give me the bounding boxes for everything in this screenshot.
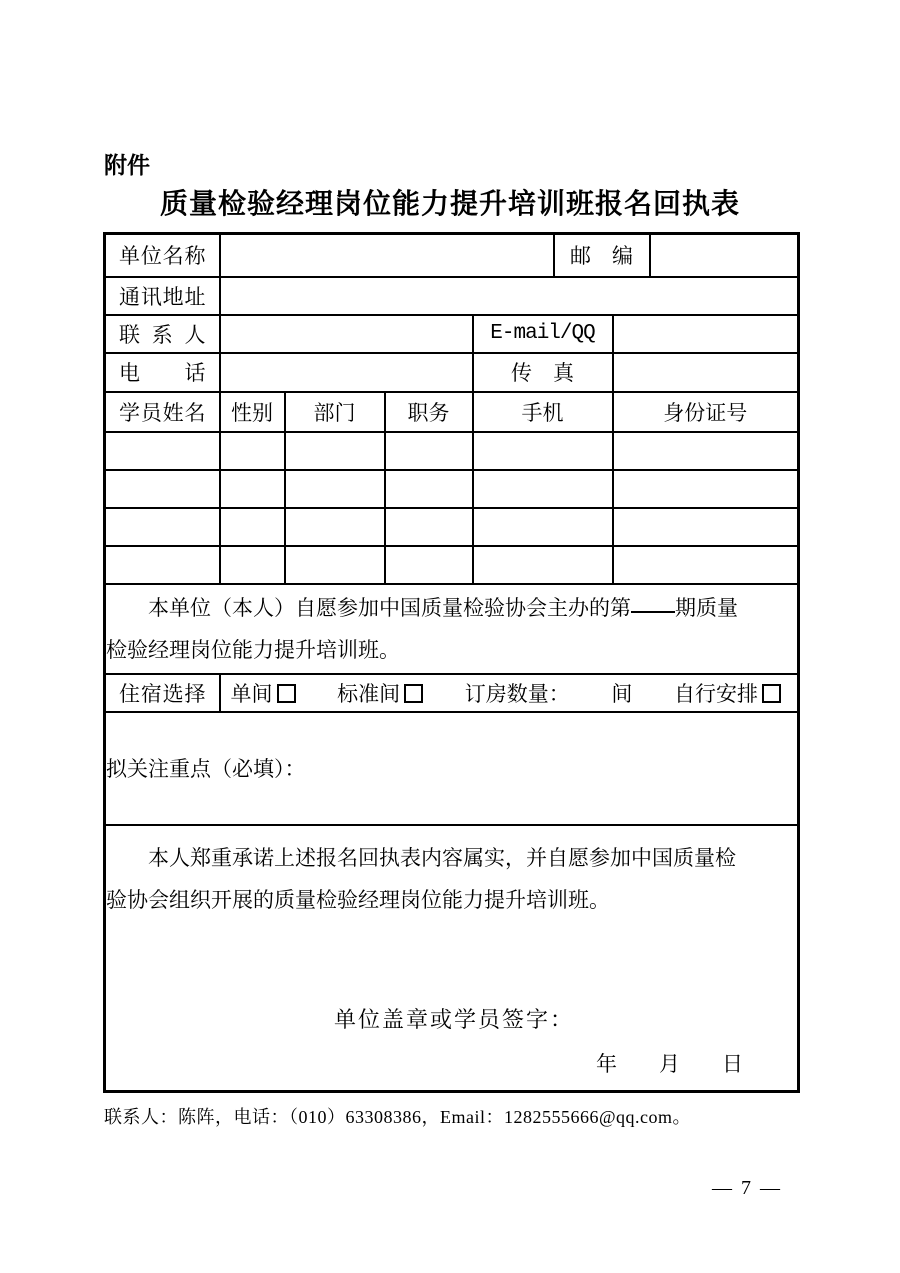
- contact-person-label: 联系人: [105, 315, 220, 353]
- roster-cell: [220, 508, 285, 546]
- roster-empty-row: [105, 546, 799, 584]
- commitment-row: [105, 825, 799, 1092]
- roster-cell: [613, 470, 799, 508]
- fax-label: 传 真: [473, 353, 613, 392]
- roster-cell: [220, 470, 285, 508]
- standard-room-label: 标准间: [337, 681, 401, 706]
- address-row: [105, 277, 799, 315]
- date-line: 年 月 日: [596, 1052, 743, 1077]
- option-self-arranged: [674, 678, 781, 708]
- roster-empty-row: [105, 470, 799, 508]
- roster-cell: [385, 508, 473, 546]
- fax-input-cell: [613, 353, 799, 392]
- roster-cell: [220, 432, 285, 470]
- checkbox-standard-room-icon: [404, 684, 423, 703]
- roster-cell: [385, 432, 473, 470]
- address-label: 通讯地址: [105, 277, 220, 315]
- commitment-cell: [105, 825, 799, 1092]
- participation-text-pre: 本单位（本人）自愿参加中国质量检验协会主办的第: [148, 595, 631, 620]
- checkbox-single-room-icon: [277, 684, 296, 703]
- phone-label: 电话: [105, 353, 220, 392]
- roster-header-mobile: 手机: [473, 392, 613, 432]
- checkbox-self-arranged-icon: [762, 684, 781, 703]
- unit-name-row: [105, 234, 799, 277]
- contact-person-input-cell: [220, 315, 473, 353]
- roster-empty-row: [105, 508, 799, 546]
- roster-cell: [105, 508, 220, 546]
- blank-underline: [631, 611, 675, 613]
- signature-label: 单位盖章或学员签字：: [334, 1007, 575, 1033]
- address-input-cell: [220, 277, 799, 315]
- roster-cell: [613, 432, 799, 470]
- phone-input-cell: [220, 353, 473, 392]
- contact-row: [105, 315, 799, 353]
- participation-text-post: 期质量: [675, 595, 738, 620]
- accommodation-options-cell: [220, 674, 799, 712]
- commitment-statement-line2: 验协会组织开展的质量检验经理岗位能力提升培训班。: [106, 888, 610, 913]
- focus-label: 拟关注重点（必填）：: [106, 757, 306, 781]
- roster-cell: [285, 508, 385, 546]
- focus-row: [105, 712, 799, 825]
- email-qq-input-cell: [613, 315, 799, 353]
- roster-cell: [105, 470, 220, 508]
- option-standard-room: [337, 678, 423, 708]
- unit-name-label: 单位名称: [105, 234, 220, 277]
- roster-cell: [385, 470, 473, 508]
- roster-header-id-number: 身份证号: [613, 392, 799, 432]
- roster-header-row: [105, 392, 799, 432]
- footer-contact: 联系人：陈阵，电话：（010）63308386，Email：1282555666@qq.com。: [104, 1107, 692, 1127]
- roster-cell: [613, 508, 799, 546]
- page-number: — 7 —: [712, 1177, 782, 1199]
- unit-name-input-cell: [220, 234, 554, 277]
- accommodation-row: [105, 674, 799, 712]
- option-single-room: [231, 678, 296, 708]
- roster-header-name: 学员姓名: [105, 392, 220, 432]
- roster-cell: [473, 432, 613, 470]
- roster-cell: [473, 470, 613, 508]
- registration-table: [103, 232, 800, 1093]
- postal-code-label: 邮 编: [554, 234, 650, 277]
- roster-cell: [473, 508, 613, 546]
- roster-cell: [105, 432, 220, 470]
- roster-header-gender: 性别: [220, 392, 285, 432]
- participation-statement: [105, 584, 799, 674]
- roster-header-department: 部门: [285, 392, 385, 432]
- attachment-label: 附件: [104, 153, 150, 178]
- self-arranged-label: 自行安排: [674, 681, 758, 706]
- accommodation-label: 住宿选择: [105, 674, 220, 712]
- commitment-statement-line1: 本人郑重承诺上述报名回执表内容属实，并自愿参加中国质量检: [148, 846, 736, 871]
- email-qq-label: E-mail/QQ: [473, 315, 613, 353]
- participation-row: [105, 584, 799, 674]
- room-unit-label: 间: [611, 681, 633, 706]
- roster-cell: [105, 546, 220, 584]
- roster-cell: [285, 470, 385, 508]
- booking-quantity-label: 订房数量：: [464, 681, 570, 706]
- focus-cell: [105, 712, 799, 825]
- roster-cell: [285, 546, 385, 584]
- roster-header-position: 职务: [385, 392, 473, 432]
- participation-line2: 检验经理岗位能力提升培训班。: [106, 637, 400, 662]
- roster-cell: [385, 546, 473, 584]
- roster-cell: [220, 546, 285, 584]
- roster-cell: [613, 546, 799, 584]
- roster-cell: [285, 432, 385, 470]
- page-title: 质量检验经理岗位能力提升培训班报名回执表: [159, 189, 740, 220]
- accommodation-options: [221, 678, 798, 708]
- participation-line1: [106, 587, 797, 629]
- phone-row: [105, 353, 799, 392]
- roster-empty-row: [105, 432, 799, 470]
- single-room-label: 单间: [230, 681, 273, 706]
- roster-cell: [473, 546, 613, 584]
- postal-code-input-cell: [650, 234, 799, 277]
